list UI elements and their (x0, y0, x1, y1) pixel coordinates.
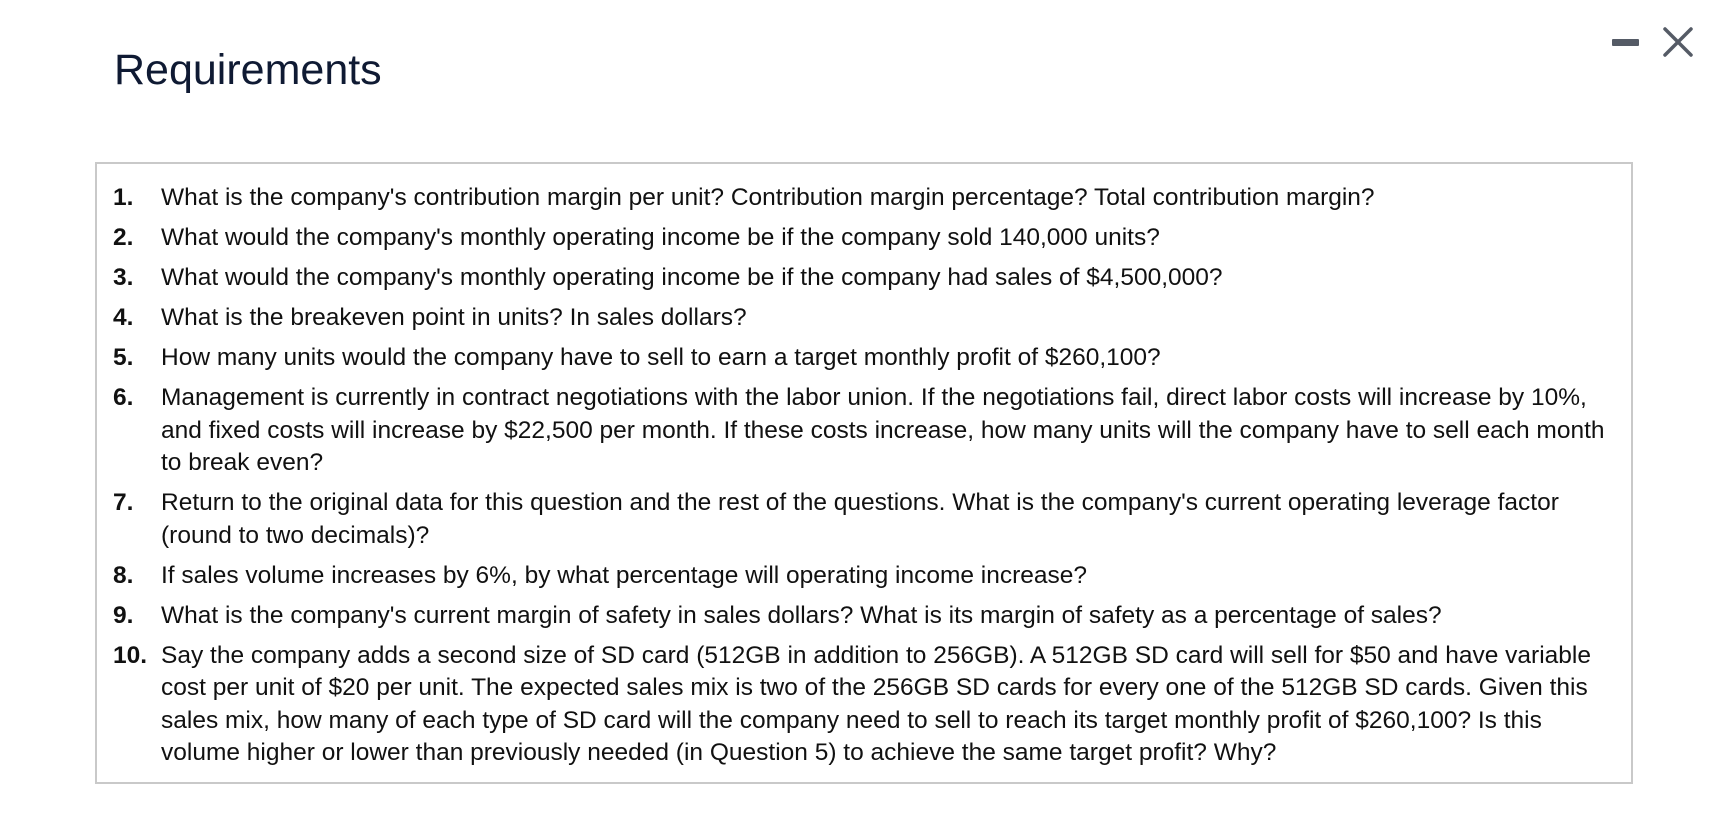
requirement-text: What is the company's current margin of safety in sales dollars? What is its margin of safety as a percentage of sales? (161, 601, 1442, 629)
requirement-item (113, 600, 1615, 633)
requirement-text: Return to the original data for this question and the rest of the questions. What is the company's current operating leverage factor (round to two decimals)? (161, 489, 1559, 549)
requirement-item (113, 182, 1615, 215)
requirement-number: 6. (113, 384, 134, 411)
requirement-text: What would the company's monthly operating income be if the company sold 140,000 units? (161, 224, 1160, 251)
minimize-icon (1612, 39, 1639, 46)
close-icon (1661, 25, 1695, 59)
requirements-list (113, 182, 1615, 770)
requirement-text: What would the company's monthly operating income be if the company had sales of $4,500,000? (161, 264, 1223, 291)
requirement-item (113, 222, 1615, 255)
requirement-text: What is the breakeven point in units? In sales dollars? (161, 304, 747, 331)
requirement-item (113, 382, 1615, 480)
requirement-item (113, 342, 1615, 375)
requirement-text: How many units would the company have to sell to earn a target monthly profit of $260,100? (161, 344, 1161, 371)
requirement-number: 5. (113, 344, 134, 371)
window-controls (1610, 22, 1698, 62)
requirement-item (113, 262, 1615, 295)
requirement-text: What is the company's contribution margin per unit? Contribution margin percentage? Total contribution margin? (161, 184, 1375, 211)
requirement-number: 9. (113, 601, 134, 629)
requirement-number: 4. (113, 304, 134, 331)
requirement-number: 10. (113, 641, 148, 669)
dialog-title: Requirements (114, 46, 382, 94)
requirement-text: Management is currently in contract negotiations with the labor union. If the negotiations fail, direct labor costs will increase by 10%, and fixed costs will increase by $22,500 per month. If these costs increase, how many units will the company have to sell each month to break even? (161, 384, 1605, 476)
requirement-text: Say the company adds a second size of SD card (512GB in addition to 256GB). A 512GB SD card will sell for $50 and have variable cost per unit of $20 per unit. The expected sales mix is two of the 256GB SD cards for every one of the 512GB SD cards. Given this sales mix, how many of each type of SD card will the company need to sell to reach its target monthly profit of $260,100? Is this volume higher or lower than previously needed (in Question 5) to achieve the same target profit? Why? (161, 641, 1591, 766)
requirement-item (113, 560, 1615, 593)
requirements-box (95, 162, 1633, 784)
requirement-number: 2. (113, 224, 134, 251)
requirement-item (113, 302, 1615, 335)
requirement-item (113, 487, 1615, 552)
close-button[interactable] (1658, 22, 1698, 62)
requirement-number: 3. (113, 264, 134, 291)
requirement-number: 8. (113, 561, 134, 589)
requirement-number: 7. (113, 489, 134, 516)
requirement-number: 1. (113, 184, 134, 211)
minimize-button[interactable] (1610, 22, 1640, 62)
requirement-item (113, 640, 1615, 770)
requirement-text: If sales volume increases by 6%, by what percentage will operating income increase? (161, 561, 1088, 589)
